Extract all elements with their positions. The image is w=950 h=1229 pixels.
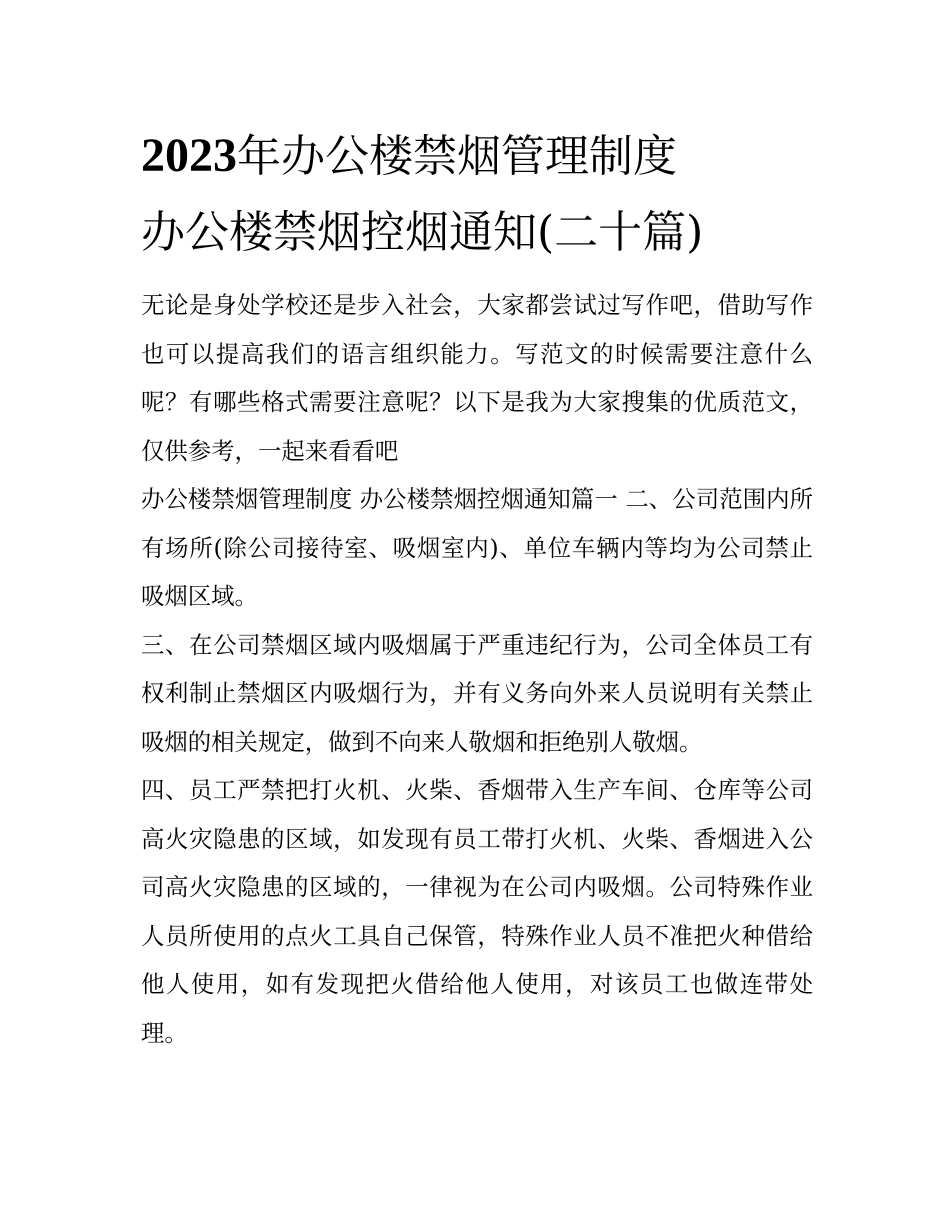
title-line-1: [141, 118, 813, 195]
intro-paragraph: 无论是身处学校还是步入社会，大家都尝试过写作吧，借助写作也可以提高我们的语言组织能力。写范文的时候需要注意什么呢？有哪些格式需要注意呢？以下是我为大家搜集的优质范文，仅供参考，一起来看看吧: [141, 291, 813, 465]
section-4-paragraph: 四、员工严禁把打火机、火柴、香烟带入生产车间、仓库等公司高火灾隐患的区域，如发现有员工带打火机、火柴、香烟进入公司高火灾隐患的区域的，一律视为在公司内吸烟。公司特殊作业人员所使用的点火工具自己保管，特殊作业人员不准把火种借给他人使用，如有发现把火借给他人使用，对该员工也做连带处理。: [141, 776, 813, 1047]
section-3-paragraph: 三、在公司禁烟区域内吸烟属于严重违纪行为，公司全体员工有权利制止禁烟区内吸烟行为，并有义务向外来人员说明有关禁止吸烟的相关规定，做到不向来人敬烟和拒绝别人敬烟。: [141, 630, 813, 756]
document-content: [141, 118, 813, 1057]
title-year: 2023: [141, 129, 237, 182]
section-1-paragraph: 办公楼禁烟管理制度 办公楼禁烟控烟通知篇一 二、公司范围内所有场所(除公司接待室、吸烟室内)、单位车辆内等均为公司禁止吸烟区域。: [141, 485, 813, 610]
title-line-2: 办公楼禁烟控烟通知(二十篇): [141, 207, 704, 258]
document-title: [141, 118, 813, 271]
title-line-1-text: 年办公楼禁烟管理制度: [237, 131, 677, 182]
